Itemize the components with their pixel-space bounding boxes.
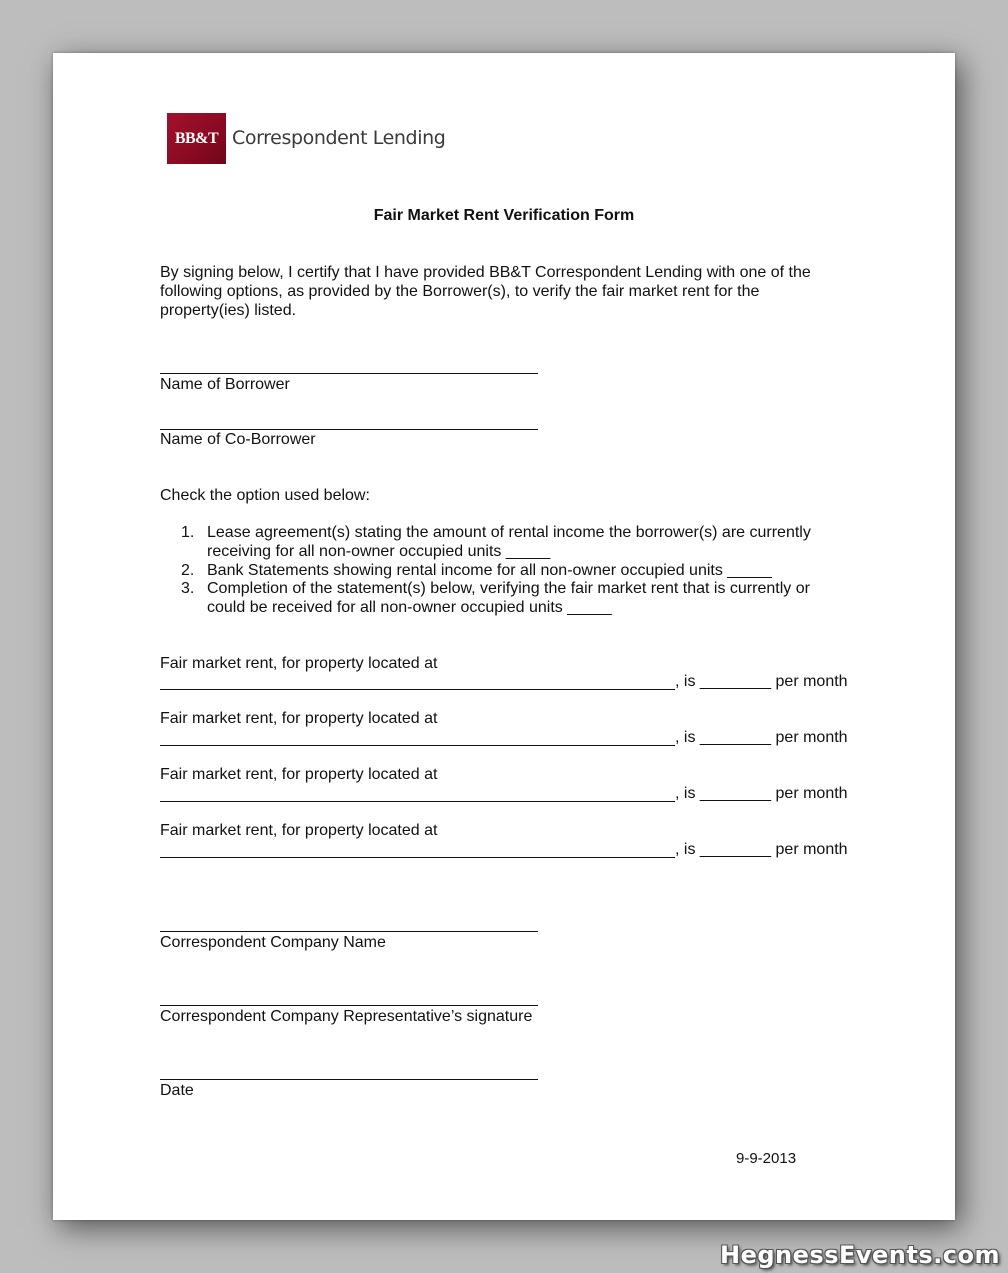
rent-entry-2-address-line[interactable] [160, 745, 675, 746]
option-2-line-1[interactable]: Bank Statements showing rental income for all non-owner occupied units _____ [207, 562, 772, 579]
bbt-logo-mark [167, 113, 226, 164]
company-name-label: Correspondent Company Name [160, 934, 386, 951]
borrower-name-line[interactable] [160, 373, 538, 374]
date-label: Date [160, 1082, 194, 1099]
rent-entry-4-address-line[interactable] [160, 857, 675, 858]
logo-text: Correspondent Lending [232, 127, 446, 149]
form-title: Fair Market Rent Verification Form [373, 207, 635, 224]
intro-line-1: By signing below, I certify that I have provided BB&T Correspondent Lending with one of the [160, 264, 811, 281]
representative-signature-label: Correspondent Company Representative’s signature [160, 1008, 533, 1025]
rent-entry-4-amount[interactable]: , is ________ per month [675, 841, 848, 858]
option-1-line-1: Lease agreement(s) stating the amount of rental income the borrower(s) are currently [207, 524, 811, 541]
rent-entry-1-amount[interactable]: , is ________ per month [675, 673, 848, 690]
watermark: HegnessEvents.com [720, 1241, 1000, 1269]
rent-entry-3-address-line[interactable] [160, 801, 675, 802]
logo-mark-text: BB&T [174, 129, 219, 147]
rent-entry-3-amount[interactable]: , is ________ per month [675, 785, 848, 802]
intro-line-2: following options, as provided by the Borrower(s), to verify the fair market rent for the [160, 283, 760, 300]
option-1-line-2[interactable]: receiving for all non-owner occupied units _____ [207, 543, 551, 560]
co-borrower-name-label: Name of Co-Borrower [160, 431, 316, 448]
rent-entry-1-address-line[interactable] [160, 689, 675, 690]
borrower-name-label: Name of Borrower [160, 376, 290, 393]
company-name-line[interactable] [160, 931, 538, 932]
footer-date: 9-9-2013 [736, 1150, 797, 1167]
option-3-number: 3. [181, 580, 195, 597]
rent-entry-3-label: Fair market rent, for property located at [160, 766, 438, 783]
rent-entry-2-amount[interactable]: , is ________ per month [675, 729, 848, 746]
representative-signature-line[interactable] [160, 1005, 538, 1006]
option-3-line-1: Completion of the statement(s) below, verifying the fair market rent that is currently or [207, 580, 810, 597]
date-line[interactable] [160, 1079, 538, 1080]
option-1-number: 1. [181, 524, 195, 541]
option-3-line-2[interactable]: could be received for all non-owner occupied units _____ [207, 599, 612, 616]
rent-entry-4-label: Fair market rent, for property located at [160, 822, 438, 839]
rent-entry-2-label: Fair market rent, for property located at [160, 710, 438, 727]
document-page [53, 53, 955, 1220]
rent-entry-1-label: Fair market rent, for property located at [160, 655, 438, 672]
option-2-number: 2. [181, 562, 195, 579]
intro-line-3: property(ies) listed. [160, 302, 297, 319]
options-heading: Check the option used below: [160, 487, 370, 504]
